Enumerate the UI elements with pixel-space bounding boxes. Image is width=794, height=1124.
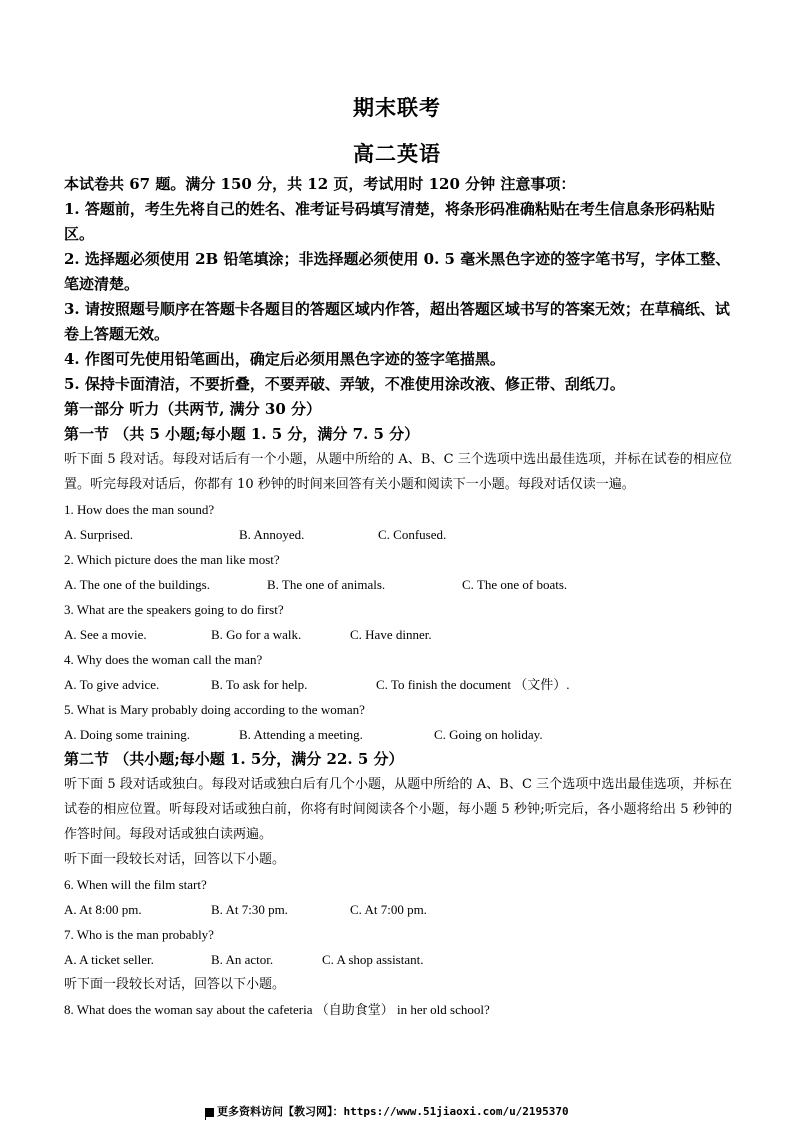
dialogue-intro: 听下面一段较长对话，回答以下小题。	[64, 852, 286, 867]
option-c: C. The one of boats.	[462, 577, 568, 592]
option-a: A. A ticket seller.	[64, 952, 154, 967]
option-a: A. Doing some training.	[64, 727, 191, 742]
option-b: B. The one of animals.	[267, 577, 386, 592]
question-stem-3: 3. What are the speakers going to do first?	[64, 602, 284, 617]
question-options-5	[64, 722, 732, 747]
exam-content	[64, 172, 732, 1022]
option-c: C. To finish the document （文件）.	[376, 677, 570, 692]
option-a: A. The one of the buildings.	[64, 577, 210, 592]
section1-heading: 第一节 （共 5 小题;每小题 1. 5 分，满分 7. 5 分）	[64, 425, 420, 443]
option-b: B. At 7:30 pm.	[211, 902, 288, 917]
option-c: C. At 7:00 pm.	[350, 902, 427, 917]
option-b: B. Attending a meeting.	[239, 727, 363, 742]
instruction-item: 2. 选择题必须使用 2B 铅笔填涂；非选择题必须使用 0. 5 毫米黑色字迹的签字笔书写，字体工整、笔迹清楚。	[64, 250, 731, 293]
option-b: B. To ask for help.	[211, 677, 308, 692]
question-options-7	[64, 947, 732, 972]
instruction-item: 1. 答题前，考生先将自己的姓名、准考证号码填写清楚，将条形码准确粘贴在考生信息条形码粘贴区。	[64, 200, 715, 243]
instruction-item: 3. 请按照题号顺序在答题卡各题目的答题区域内作答，超出答题区域书写的答案无效；在草稿纸、试卷上答题无效。	[64, 300, 730, 343]
option-c: C. A shop assistant.	[322, 952, 424, 967]
question-stem-6: 6. When will the film start?	[64, 877, 207, 892]
option-b: B. Go for a walk.	[211, 627, 302, 642]
section2-heading: 第二节 （共小题;每小题 1. 5分，满分 22. 5 分）	[64, 750, 404, 768]
question-stem-2: 2. Which picture does the man like most?	[64, 552, 280, 567]
question-options-2	[64, 572, 732, 597]
option-a: A. Surprised.	[64, 527, 133, 542]
question-options-6	[64, 897, 732, 922]
page-title: 期末联考	[353, 95, 441, 120]
question-stem-1: 1. How does the man sound?	[64, 502, 215, 517]
section1-directions: 听下面 5 段对话。每段对话后有一个小题，从题中所给的 A、B、C 三个选项中选出最佳选项，并标在试卷的相应位置。听完每段对话后，你都有 10 秒钟的时间来回答有关小题和阅读下一小题。每段对话仅读一遍。	[64, 452, 732, 492]
question-stem-5: 5. What is Mary probably doing according to the woman?	[64, 702, 365, 717]
instruction-item: 5. 保持卡面清洁，不要折叠，不要弄破、弄皱，不准使用涂改液、修正带、刮纸刀。	[64, 375, 625, 393]
part1-heading: 第一部分 听力（共两节, 满分 30 分）	[64, 400, 321, 418]
dialogue-intro: 听下面一段较长对话，回答以下小题。	[64, 977, 286, 992]
question-options-3	[64, 622, 732, 647]
question-options-4	[64, 672, 732, 697]
option-a: A. At 8:00 pm.	[64, 902, 142, 917]
question-stem-4: 4. Why does the woman call the man?	[64, 652, 263, 667]
footer-link-text[interactable]: 更多资料访问【教习网】：https://www.51jiaoxi.com/u/2195370	[217, 1105, 569, 1118]
section2-directions: 听下面 5 段对话或独白。每段对话或独白后有几个小题，从题中所给的 A、B、C 三个选项中选出最佳选项，并标在试卷的相应位置。听每段对话或独白前，你将有时间阅读各个小题，每小题 5 秒钟;听完后，各小题将给出 5 秒钟的作答时间。每段对话或独白读两遍。	[64, 777, 732, 842]
question-stem-8: 8. What does the woman say about the cafeteria （自助食堂） in her old school?	[64, 1002, 490, 1017]
instructions-intro: 本试卷共 67 题。满分 150 分，共 12 页，考试用时 120 分钟 注意事项：	[64, 175, 576, 193]
instruction-item: 4. 作图可先使用铅笔画出，确定后必须用黑色字迹的签字笔描黑。	[64, 350, 505, 368]
option-b: B. Annoyed.	[239, 527, 305, 542]
question-stem-7: 7. Who is the man probably?	[64, 927, 214, 942]
option-c: C. Confused.	[378, 527, 447, 542]
option-b: B. An actor.	[211, 952, 274, 967]
option-c: C. Going on holiday.	[434, 727, 543, 742]
question-options-1	[64, 522, 732, 547]
footer	[205, 1103, 569, 1119]
option-c: C. Have dinner.	[350, 627, 432, 642]
flag-icon	[205, 1108, 214, 1117]
option-a: A. See a movie.	[64, 627, 147, 642]
page-subtitle: 高二英语	[353, 141, 441, 166]
option-a: A. To give advice.	[64, 677, 160, 692]
